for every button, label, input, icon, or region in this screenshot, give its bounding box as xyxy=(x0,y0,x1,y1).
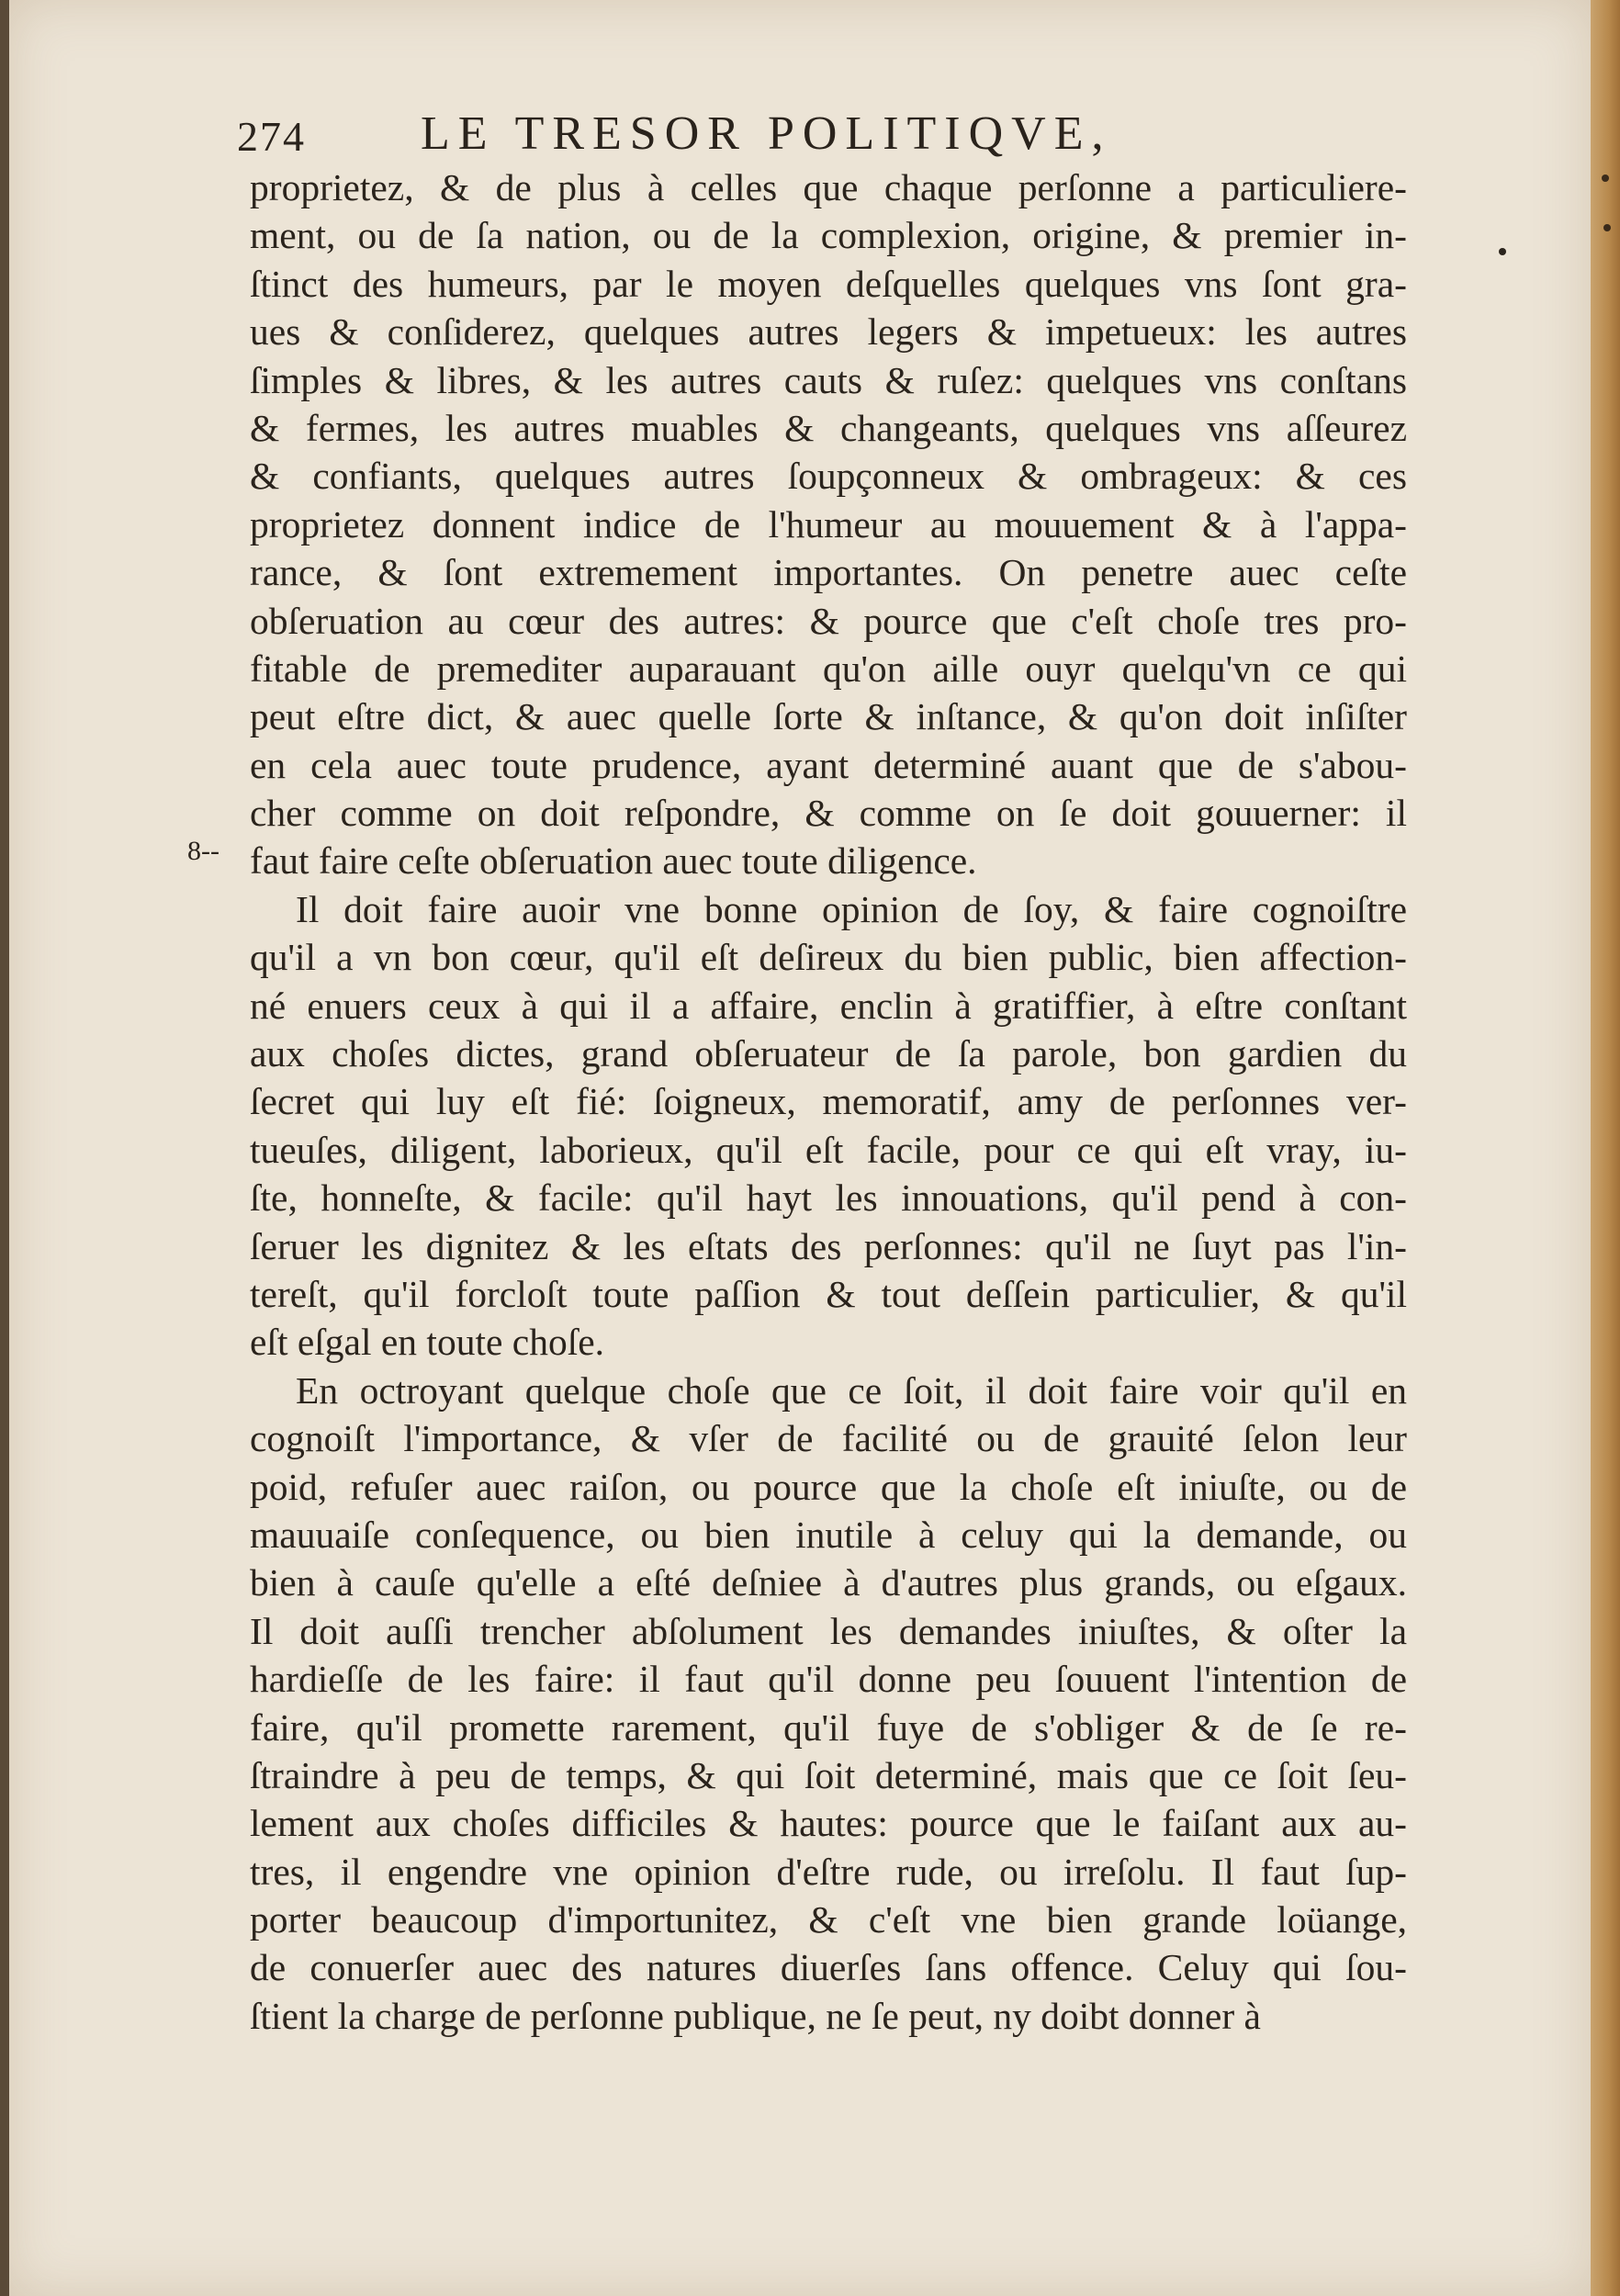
text-line: faut faire ceſte obſeruation auec toute diligence. xyxy=(250,839,977,883)
ink-spot xyxy=(1499,248,1506,255)
page-number: 274 xyxy=(237,113,306,160)
text-line: qu'il a vn bon cœur, qu'il eſt deſireux du bien public, bien affection- xyxy=(250,936,1407,979)
text-line: faire, qu'il promette rarement, qu'il fuye de s'obliger & de ſe re- xyxy=(250,1705,1407,1749)
text-line: tueuſes, diligent, laborieux, qu'il eſt facile, pour ce qui eſt vray, iu- xyxy=(250,1128,1407,1171)
text-line: En octroyant quelque choſe que ce ſoit, il doit faire voir qu'il en xyxy=(296,1368,1407,1412)
text-line: proprietez, & de plus à celles que chaque perſonne a particuliere- xyxy=(250,166,1407,208)
body-text xyxy=(250,163,1407,2040)
text-line: cher comme on doit reſpondre, & comme on ſe doit gouuerner: il xyxy=(250,792,1407,835)
ink-spot xyxy=(1603,224,1611,231)
text-line: cognoiſt l'importance, & vſer de facilité ou de grauité ſelon leur xyxy=(250,1417,1407,1460)
text-line: mauuaiſe conſequence, ou bien inutile à celuy qui la demande, ou xyxy=(250,1513,1407,1556)
text-line: ment, ou de ſa nation, ou de la complexion, origine, & premier in- xyxy=(250,214,1407,257)
margin-mark: 8-- xyxy=(187,836,219,866)
text-line: de conuerſer auec des natures diuerſes ſans offence. Celuy qui ſou- xyxy=(250,1946,1407,1989)
text-line: poid, refuſer auec raiſon, ou pource que la choſe eſt iniuſte, ou de xyxy=(250,1465,1407,1508)
text-line: hardieſſe de les faire: il faut qu'il donne peu ſouuent l'intention de xyxy=(250,1658,1407,1701)
text-line: & fermes, les autres muables & changeants, quelques vns aſſeurez xyxy=(250,406,1407,449)
text-line: tres, il engendre vne opinion d'eſtre rude, ou irreſolu. Il faut ſup- xyxy=(250,1850,1407,1893)
text-line: peut eſtre dict, & auec quelle ſorte & inſtance, & qu'on doit inſiſter xyxy=(250,695,1407,738)
text-line: aux choſes dictes, grand obſeruateur de ſa parole, bon gardien du xyxy=(250,1032,1407,1075)
text-line: fitable de premediter auparauant qu'on aille ouyr quelqu'vn ce qui xyxy=(250,647,1407,690)
text-line: porter beaucoup d'importunitez, & c'eſt vne bien grande loüange, xyxy=(250,1898,1407,1941)
paragraph xyxy=(250,885,1407,1367)
paragraph xyxy=(250,1367,1407,2040)
text-line: lement aux choſes difficiles & hautes: pource que le faiſant aux au- xyxy=(250,1802,1407,1845)
text-line: tereſt, qu'il forcloſt toute paſſion & tout deſſein particulier, & qu'il xyxy=(250,1272,1407,1315)
text-line: obſeruation au cœur des autres: & pource que c'eſt choſe tres pro- xyxy=(250,599,1407,642)
text-line: Il doit auſſi trencher abſolument les demandes iniuſtes, & oſter la xyxy=(250,1609,1407,1652)
text-line: eſt eſgal en toute choſe. xyxy=(250,1321,605,1364)
text-line: proprietez donnent indice de l'humeur au mouuement & à l'appa- xyxy=(250,502,1407,546)
ink-spot xyxy=(1602,174,1609,182)
text-line: bien à cauſe qu'elle a eſté deſniee à d'autres plus grands, ou eſgaux. xyxy=(250,1561,1407,1604)
text-line: en cela auec toute prudence, ayant determiné auant que de s'abou- xyxy=(250,743,1407,786)
text-line: ſtinct des humeurs, par le moyen deſquelles quelques vns ſont gra- xyxy=(250,262,1407,305)
text-line: ſeruer les dignitez & les eſtats des perſonnes: qu'il ne ſuyt pas l'in- xyxy=(250,1224,1407,1267)
text-line: ues & conſiderez, quelques autres legers & impetueux: les autres xyxy=(250,310,1407,354)
text-line: ſecret qui luy eſt fié: ſoigneux, memoratif, amy de perſonnes ver- xyxy=(250,1080,1407,1123)
text-line: né enuers ceux à qui il a affaire, enclin à gratiffier, à eſtre conſtant xyxy=(250,984,1407,1027)
running-title: LE TRESOR POLITIQVE, xyxy=(421,107,1112,160)
text-line: ſimples & libres, & les autres cauts & ruſez: quelques vns conſtans xyxy=(250,358,1407,401)
text-line: & confiants, quelques autres ſoupçonneux & ombrageux: & ces xyxy=(250,455,1407,498)
paragraph xyxy=(250,163,1407,885)
page-edge xyxy=(1591,0,1620,2296)
text-line: Il doit faire auoir vne bonne opinion de ſoy, & faire cognoiſtre xyxy=(296,887,1407,930)
text-line: ſtient la charge de perſonne publique, ne ſe peut, ny doibt donner à xyxy=(250,1994,1261,2037)
text-line: rance, & ſont extremement importantes. On penetre auec ceſte xyxy=(250,551,1407,594)
text-line: ſte, honneſte, & facile: qu'il hayt les innouations, qu'il pend à con- xyxy=(250,1176,1407,1220)
text-line: ſtraindre à peu de temps, & qui ſoit determiné, mais que ce ſoit ſeu- xyxy=(250,1753,1407,1796)
